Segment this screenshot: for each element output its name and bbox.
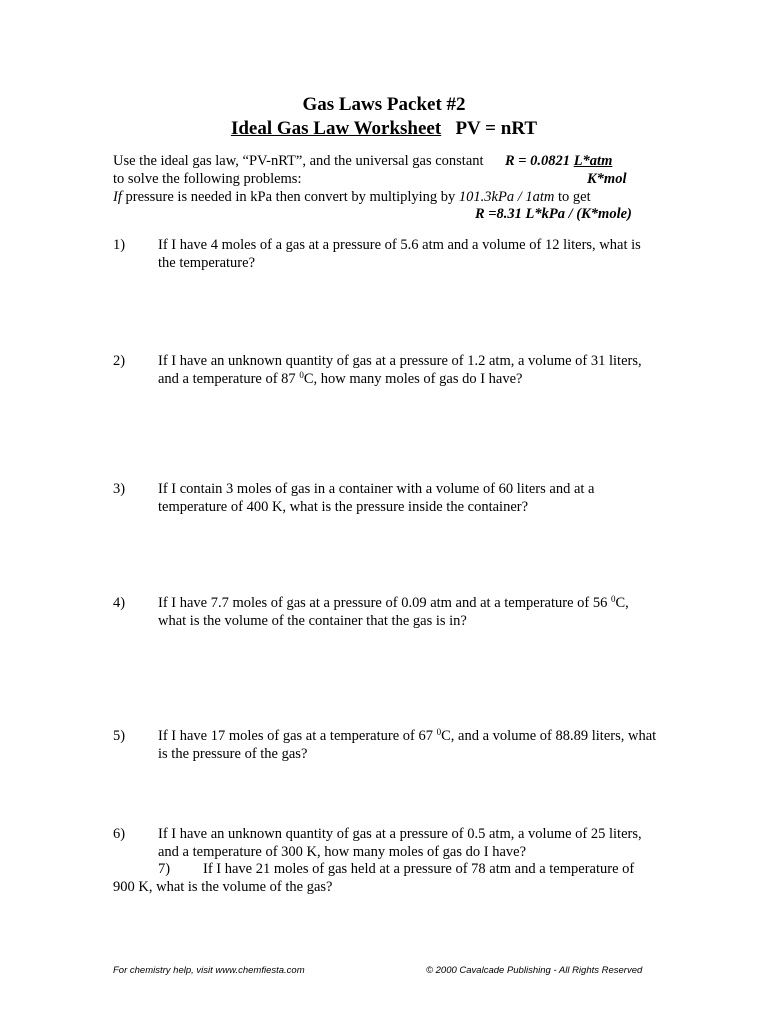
question-text: If I have 4 moles of a gas at a pressure of 5.6 atm and a volume of 12 liters, what is the temperature? — [158, 237, 641, 271]
question-1 — [113, 236, 658, 272]
intro-line-2: to solve the following problems: — [113, 171, 302, 187]
question-number: 1) — [113, 237, 126, 253]
degree-superscript: 0 — [299, 370, 304, 380]
degree-superscript: 0 — [610, 594, 616, 604]
packet-title: Gas Laws Packet #2 — [302, 94, 466, 115]
intro-line-3 — [113, 189, 591, 206]
intro-line-1: Use the ideal gas law, “PV-nRT”, and the universal gas constant — [113, 153, 484, 169]
footer-copyright: © 2000 Cavalcade Publishing - All Rights Reserved — [426, 965, 643, 976]
intro-if: If — [113, 189, 122, 205]
question-text: If I have 7.7 moles of gas at a pressure of 0.09 atm and at a temperature of 56 $^0$C, what is the volume of the container that the gas is in? — [158, 594, 629, 629]
question-text: If I have an unknown quantity of gas at a pressure of 1.2 atm, a volume of 31 liters, and a temperature of 87 $^0$C, how many moles of gas do I have? — [158, 353, 642, 387]
question-5 — [113, 727, 658, 763]
degree-superscript: 0 — [436, 727, 442, 737]
question-text: If I contain 3 moles of gas in a container with a volume of 60 liters and at a temperature of 400 K, what is the pressure inside the container? — [158, 481, 595, 515]
question-number: 4) — [113, 595, 126, 611]
worksheet-title — [0, 118, 768, 140]
footer-help-link-text: For chemistry help, visit www.chemfiesta.com — [113, 965, 305, 976]
question-number: 7) — [158, 861, 171, 877]
intro-kpa-instruction: pressure is needed in kPa then convert by multiplying by — [125, 189, 456, 205]
question-3 — [113, 480, 658, 516]
question-text: If I have an unknown quantity of gas at a pressure of 0.5 atm, a volume of 25 liters, and a temperature of 300 K, how many moles of gas do I have? — [158, 826, 642, 860]
gas-constant-kpa: R =8.31 L*kPa / (K*mole) — [475, 206, 632, 222]
formula: PV = nRT — [455, 118, 538, 139]
question-text: If I have 21 moles of gas held at a pressure of 78 atm and a temperature of 900 K, what is the volume of the gas? — [113, 861, 635, 895]
question-number: 6) — [113, 826, 126, 842]
question-number: 5) — [113, 728, 126, 744]
question-6 — [113, 825, 658, 861]
question-number: 3) — [113, 481, 126, 497]
question-7 — [113, 860, 658, 896]
question-number: 2) — [113, 353, 126, 369]
conversion-factor: 101.3kPa / 1atm — [458, 189, 555, 205]
gas-constant-atm — [505, 153, 612, 170]
gas-constant-denominator: K*mol — [587, 171, 627, 187]
worksheet-subtitle: Ideal Gas Law Worksheet — [230, 118, 442, 139]
question-4 — [113, 594, 658, 630]
gas-constant-prefix: R = 0.0821 — [505, 153, 571, 169]
question-2 — [113, 352, 658, 388]
gas-constant-numerator: L*atm — [573, 153, 613, 169]
intro-to-get: to get — [558, 189, 591, 205]
question-text: If I have 17 moles of gas at a temperature of 67 $^0$C, and a volume of 88.89 liters, what is the pressure of the gas? — [158, 727, 657, 762]
